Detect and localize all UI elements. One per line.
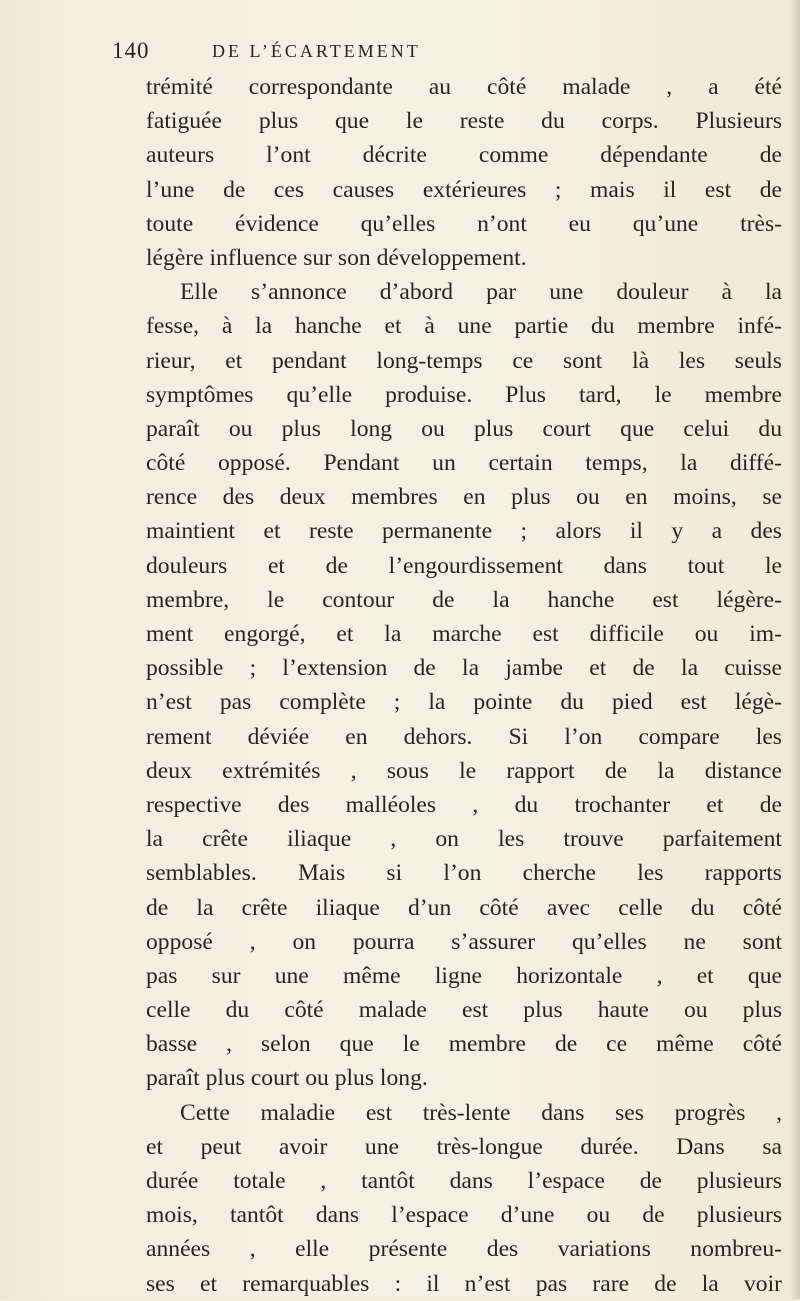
text-line: l’une de ces causes extérieures ; mais il est de bbox=[146, 176, 782, 203]
text-line: paraît ou plus long ou plus court que celui du bbox=[146, 415, 782, 442]
text-line: ment engorgé, et la marche est difficile ou im- bbox=[146, 621, 782, 647]
text-line: basse , selon que le membre de ce même côté bbox=[146, 1031, 782, 1058]
text-line: mois, tantôt dans l’espace d’une ou de plusieurs bbox=[146, 1202, 782, 1229]
page-header bbox=[112, 38, 682, 68]
text-line: Elle s’annonce d’abord par une douleur à la bbox=[180, 279, 782, 306]
text-line: membre, le contour de la hanche est légère- bbox=[146, 586, 782, 613]
text-line: deux extrémités , sous le rapport de la distance bbox=[146, 757, 782, 784]
text-line: rence des deux membres en plus ou en moins, se bbox=[146, 484, 782, 511]
text-line: Cette maladie est très-lente dans ses progrès , bbox=[180, 1099, 782, 1126]
text-line: trémité correspondante au côté malade , a été bbox=[146, 74, 782, 100]
text-line: paraît plus court ou plus long. bbox=[146, 1065, 428, 1092]
text-line: symptômes qu’elle produise. Plus tard, le membre bbox=[146, 381, 782, 408]
text-line: légère influence sur son développement. bbox=[146, 244, 527, 271]
text-line: pas sur une même ligne horizontale , et que bbox=[146, 962, 782, 989]
text-line: de la crête iliaque d’un côté avec celle du côté bbox=[146, 894, 782, 921]
text-line: années , elle présente des variations nombreu- bbox=[146, 1236, 782, 1263]
text-line: maintient et reste permanente ; alors il y a des bbox=[146, 518, 782, 545]
text-line: côté opposé. Pendant un certain temps, la diffé- bbox=[146, 450, 782, 477]
body-text bbox=[146, 70, 782, 1301]
running-head: DE L’ÉCARTEMENT bbox=[212, 41, 421, 61]
text-line: fatiguée plus que le reste du corps. Plusieurs bbox=[146, 108, 782, 135]
text-line: opposé , on pourra s’assurer qu’elles ne sont bbox=[146, 928, 782, 955]
text-line: rement déviée en dehors. Si l’on compare les bbox=[146, 723, 782, 750]
page-edge-shadow bbox=[790, 0, 800, 1299]
text-line: et peut avoir une très-longue durée. Dans sa bbox=[146, 1133, 782, 1160]
page-number: 140 bbox=[112, 38, 150, 63]
text-line: la crête iliaque , on les trouve parfaitement bbox=[146, 826, 782, 853]
text-line: respective des malléoles , du trochanter et de bbox=[146, 791, 782, 818]
text-line: durée totale , tantôt dans l’espace de plusieurs bbox=[146, 1168, 782, 1194]
text-line: possible ; l’extension de la jambe et de la cuisse bbox=[146, 655, 782, 682]
text-line: celle du côté malade est plus haute ou plus bbox=[146, 997, 782, 1024]
text-line: toute évidence qu’elles n’ont eu qu’une très- bbox=[146, 210, 782, 237]
text-line: douleurs et de l’engourdissement dans tout le bbox=[146, 552, 782, 579]
text-line: rieur, et pendant long-temps ce sont là les seuls bbox=[146, 347, 782, 374]
text-line: ses et remarquables : il n’est pas rare de la voir bbox=[146, 1270, 782, 1297]
text-line: semblables. Mais si l’on cherche les rapports bbox=[146, 860, 782, 887]
text-line: auteurs l’ont décrite comme dépendante de bbox=[146, 142, 782, 169]
text-line: n’est pas complète ; la pointe du pied est légè- bbox=[146, 689, 782, 716]
text-line: fesse, à la hanche et à une partie du membre infé- bbox=[146, 313, 782, 340]
